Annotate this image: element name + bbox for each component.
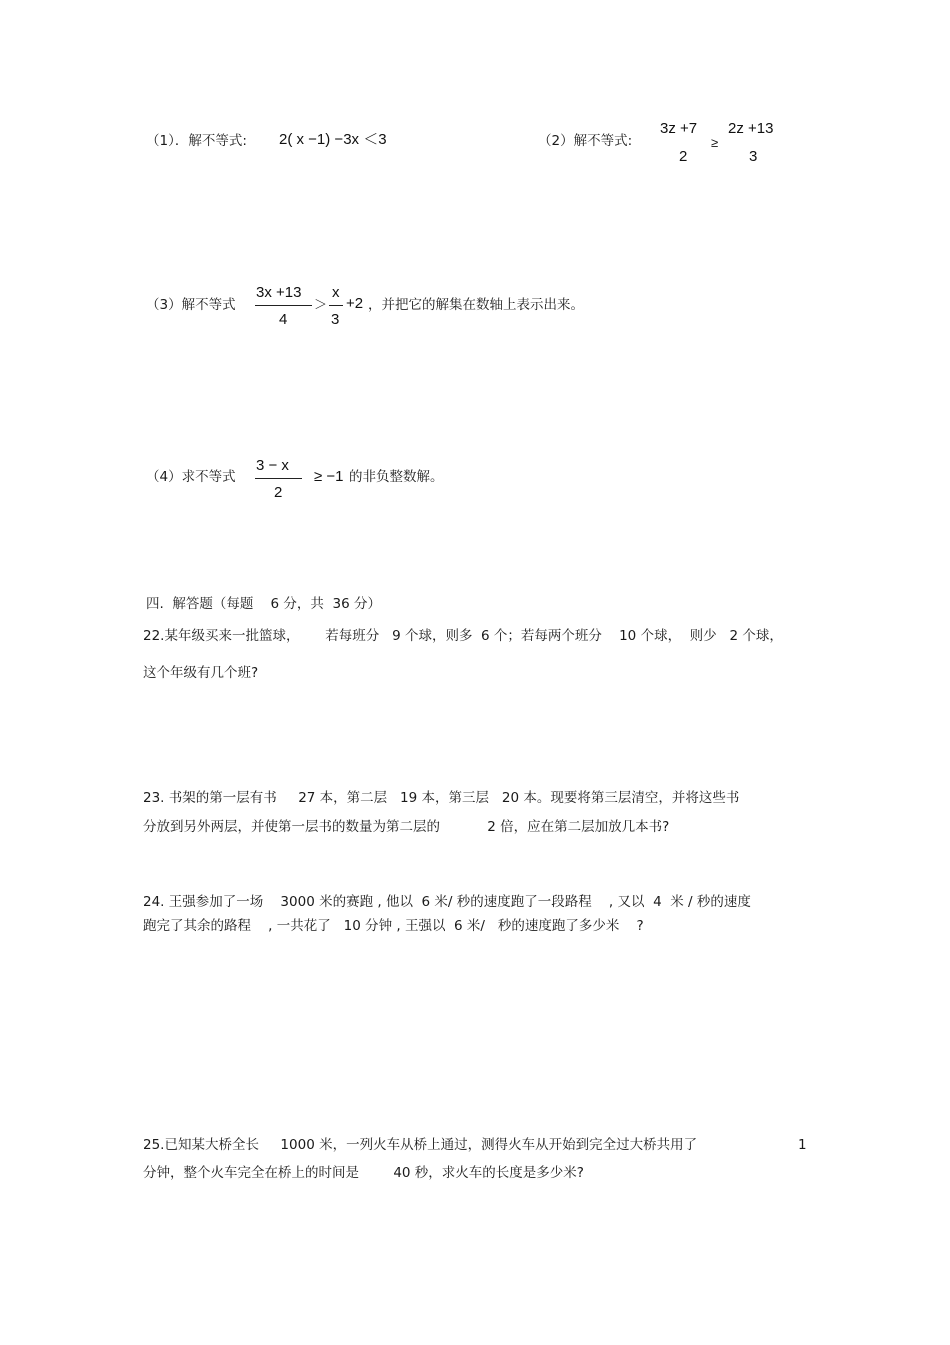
problem-2-label: （2）解不等式: bbox=[538, 133, 633, 149]
problem-2-left-denominator: 2 bbox=[679, 148, 688, 165]
question-23-line-1: 23. 书架的第一层有书 27 本，第二层 19 本，第三层 20 本。现要将第三层清空，并将这些书 bbox=[143, 790, 740, 806]
problem-3-label: （3）解不等式 bbox=[146, 297, 236, 313]
problem-2-right-numerator: 2z +13 bbox=[728, 120, 774, 137]
problem-1-expression: 2( x −1) −3x ＜3 bbox=[279, 131, 387, 148]
problem-1-label: （1）．解不等式: bbox=[146, 133, 247, 149]
question-25-line-2: 分钟，整个火车完全在桥上的时间是 40 秒，求火车的长度是多少米? bbox=[143, 1165, 584, 1181]
problem-3-denominator-2: 3 bbox=[331, 311, 340, 328]
problem-3-fraction-bar-1 bbox=[255, 305, 312, 306]
problem-3-plus-term: +2 bbox=[346, 295, 364, 312]
problem-4-numerator: 3 − x bbox=[256, 457, 289, 474]
problem-2-right-denominator: 3 bbox=[749, 148, 758, 165]
problem-4-fraction-bar bbox=[255, 478, 302, 479]
question-22-line-2: 这个年级有几个班? bbox=[143, 665, 259, 681]
question-25-line-1-end: 1 bbox=[798, 1137, 807, 1153]
problem-3-operator: ＞ bbox=[314, 297, 328, 312]
question-24-line-2: 跑完了其余的路程 , 一共花了 10 分钟 , 王强以 6 米/ 秒的速度跑了多少米 ? bbox=[143, 918, 644, 934]
problem-4-label: （4）求不等式 bbox=[146, 469, 236, 485]
problem-3-denominator-1: 4 bbox=[279, 311, 288, 328]
question-23-line-2: 分放到另外两层，并使第一层书的数量为第二层的 2 倍，应在第二层加放几本书? bbox=[143, 819, 670, 835]
section-4-heading: 四. 解答题（每题 6 分，共 36 分） bbox=[146, 596, 381, 612]
problem-3-numerator-2: x bbox=[332, 284, 340, 301]
problem-2-left-numerator: 3z +7 bbox=[660, 120, 698, 137]
question-22-line-1: 22.某年级买来一批篮球， 若每班分 9 个球，则多 6 个；若每两个班分 10 个球， 则少 2 个球， bbox=[143, 628, 783, 644]
problem-4-operator: ≥ −1 bbox=[314, 468, 344, 485]
problem-4-suffix: 的非负整数解。 bbox=[349, 469, 444, 485]
problem-3-suffix: ，并把它的解集在数轴上表示出来。 bbox=[368, 297, 584, 313]
problem-3-fraction-bar-2 bbox=[329, 305, 343, 306]
problem-2-operator: ≥ bbox=[711, 135, 719, 150]
problem-4-denominator: 2 bbox=[274, 484, 283, 501]
problem-3-numerator-1: 3x +13 bbox=[256, 284, 302, 301]
question-25-line-1: 25.已知某大桥全长 1000 米，一列火车从桥上通过，测得火车从开始到完全过大桥共用了 bbox=[143, 1137, 698, 1153]
question-24-line-1: 24. 王强参加了一场 3000 米的赛跑 , 他以 6 米/ 秒的速度跑了一段路程 , 又以 4 米 / 秒的速度 bbox=[143, 894, 751, 910]
